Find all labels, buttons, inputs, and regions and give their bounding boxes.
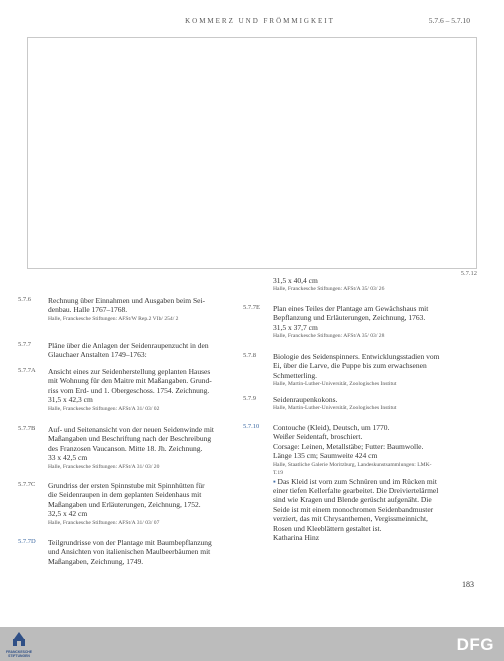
entry-line: Contouche (Kleid), Deutsch, um 1770. [273, 423, 390, 432]
description-text: Rosen und Kleeblättern gestaltet ist. [273, 523, 382, 533]
entry-description-line [273, 495, 438, 504]
entry-number: 5.7.7B [18, 425, 36, 432]
entry-line: Biologie des Seidenspinners. Entwicklungsstadien vom [273, 352, 440, 361]
entry-body [48, 341, 209, 360]
description-text: Das Kleid ist vorn zum Schnüren und im Rücken mit [277, 476, 437, 486]
entry-description-line [273, 505, 438, 514]
entry-line: 33 x 42,5 cm [48, 453, 88, 463]
entry-line: Schmetterling. [273, 370, 317, 380]
entry-body [273, 304, 428, 340]
figure-label: 5.7.12 [460, 270, 477, 277]
entry-line: Rechnung über Einnahmen und Ausgaben beim Sei- [48, 296, 206, 305]
entry-source: Halle, Franckesche Stiftungen: AFSt/W Rep.2 VIb/ 254/ 2 [48, 315, 179, 322]
entry-number: 5.7.7 [18, 341, 31, 348]
entry-line: 32,5 x 42 cm [48, 509, 88, 519]
entry-line: Teilgrundrisse von der Plantage mit Baumbepflanzung [48, 538, 212, 547]
dfg-logo: DFG [456, 635, 494, 654]
entry-line: die Seidenraupen in dem geplanten Seidenhaus mit [48, 490, 202, 500]
logo-caption: FRANCKESCHE STIFTUNGEN [6, 650, 32, 658]
entry-line: Länge 135 cm; Saumweite 424 cm [273, 451, 378, 461]
entry-body [48, 538, 212, 566]
entry-line: Pläne über die Anlagen der Seidenraupenzucht in den [48, 341, 209, 350]
entry-description-line [273, 533, 438, 542]
entry-source: Halle, Martin-Luther-Universität, Zoologisches Institut [273, 405, 397, 412]
entry-number: 5.7.7C [18, 481, 36, 488]
entry-line: Maßangaben und Erläuterungen, Zeichnung, 1752. [48, 499, 201, 509]
entry-line: Ei, über die Larve, die Puppe bis zum erwachsenen [273, 361, 427, 371]
entry-line: mit Wohnung für den Maitre mit Maßangaben. Grund- [48, 376, 212, 386]
entry-number: 5.7.6 [18, 296, 31, 303]
entry-line: und Ansichten von italienischen Maulbeerbäumen mit [48, 547, 211, 557]
entry-line: Maßangaben und Beschriftung nach der Beschreibung [48, 434, 212, 444]
entry-body [273, 352, 439, 388]
entry-line: des Franzosen Vaucanson. Mitte 18. Jh. Zeichnung. [48, 443, 203, 453]
entry-number: 5.7.8 [243, 352, 256, 359]
bullet-icon: ▪ [273, 476, 278, 486]
description-text: einer tiefen Kellerfalte gearbeitet. Die Dreiviertelärmel [273, 486, 439, 496]
entry-line: Seidenraupenkokons. [273, 395, 338, 404]
entry-number: 5.7.7E [243, 304, 260, 311]
entry-line: Auf- und Seitenansicht von der neuen Seidenwinde mit [48, 425, 215, 434]
entry-line: Weißer Seidentaft, broschiert. [273, 432, 363, 442]
entry-line: Ansicht eines zur Seidenherstellung geplanten Hauses [48, 367, 211, 376]
entry-line: 31,5 x 37,7 cm [273, 322, 318, 332]
running-head: KOMMERZ UND FRÖMMIGKEIT [185, 17, 335, 25]
entry-line: denbau. Halle 1767–1768. [48, 305, 128, 315]
description-text: sind wie Kragen und Blende gerüscht aufgenäht. Die [273, 495, 432, 505]
entry-source: Halle, Martin-Luther-Universität, Zoologisches Institut [273, 381, 397, 388]
figure-frame [27, 37, 477, 269]
description-text: Seide ist mit einem monochromen Seidenbandmuster [273, 504, 434, 514]
entry-line: Grundriss der ersten Spinnstube mit Spinnhütten für [48, 481, 205, 490]
entry-line: 31,5 x 42,3 cm [48, 395, 93, 405]
description-text: Katharina Hinz [273, 533, 320, 543]
entry-source: Halle, Franckesche Stiftungen: AFSt/A 31/ 03/ 07 [48, 519, 160, 526]
page-range: 5.7.6 – 5.7.10 [428, 16, 470, 25]
entry-description-line [273, 477, 438, 486]
entry-description-line [273, 524, 438, 533]
entry-source: Halle, Franckesche Stiftungen: AFSt/A 35/ 03/ 26 [273, 286, 385, 293]
entry-number: 5.7.7A [18, 367, 36, 374]
page-number: 183 [462, 580, 474, 589]
entry-number: 5.7.7D [18, 538, 36, 545]
entry-source: Halle, Franckesche Stiftungen: AFSt/A 35/ 03/ 28 [273, 333, 385, 340]
entry-line: Glauchaer Anstalten 1749–1763: [48, 350, 147, 360]
entry-body [48, 296, 205, 323]
entry-number: 5.7.9 [243, 395, 256, 402]
entry-description-line [273, 486, 438, 495]
entry-line: Plan eines Teiles der Plantage am Gewächshaus mit [273, 304, 429, 313]
entry-line: Bepflanzung und Erläuterungen, Zeichnung, 1763. [273, 313, 426, 323]
entry-source: Halle, Franckesche Stiftungen: AFSt/A 31/ 03/ 02 [48, 405, 160, 412]
entry-line: Maßangaben, Zeichnung, 1749. [48, 556, 144, 566]
entry-body [48, 481, 205, 527]
footer-bar [0, 627, 504, 661]
entry-number: 5.7.10 [243, 423, 260, 430]
entry-body [273, 276, 384, 293]
entry-line: Corsage: Leinen, Metallstäbe; Futter: Baumwolle. [273, 441, 424, 451]
entry-source: Halle, Franckesche Stiftungen: AFSt/A 31/ 03/ 20 [48, 463, 160, 470]
entry-line: 31,5 x 40,4 cm [273, 276, 318, 285]
entry-line: riss vom Erd- und 1. Obergeschoss. 1754. Zeichnung. [48, 385, 210, 395]
entry-source: T.19 [273, 469, 283, 476]
entry-body [273, 395, 396, 412]
entry-source: Halle, Staatliche Galerie Moritzburg, Landeskunstsammlungen: LMK- [273, 461, 432, 468]
entry-description-line [273, 514, 438, 523]
entry-body [48, 367, 212, 413]
entry-body [48, 425, 214, 471]
description-text: verziert, das mit Chrysanthemen, Vergissmeinnicht, [273, 514, 428, 524]
entry-body [273, 423, 438, 542]
